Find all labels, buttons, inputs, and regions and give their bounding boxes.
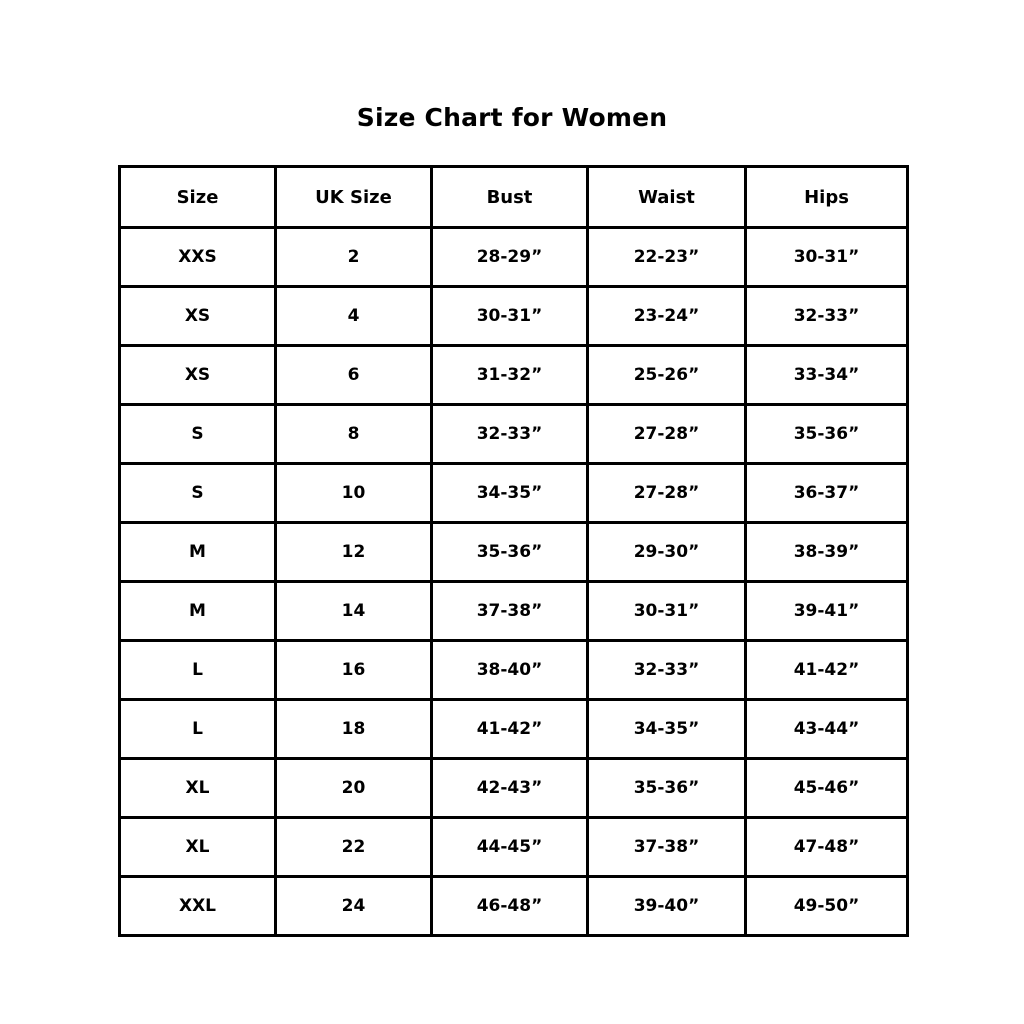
cell-size: M xyxy=(120,523,276,582)
cell-hips: 38-39” xyxy=(746,523,908,582)
cell-bust: 31-32” xyxy=(432,346,588,405)
cell-size: M xyxy=(120,582,276,641)
cell-waist: 27-28” xyxy=(588,405,746,464)
table-row xyxy=(120,877,908,936)
cell-hips: 35-36” xyxy=(746,405,908,464)
cell-hips: 49-50” xyxy=(746,877,908,936)
cell-hips: 33-34” xyxy=(746,346,908,405)
table-row xyxy=(120,523,908,582)
cell-size: S xyxy=(120,464,276,523)
cell-size: XXS xyxy=(120,228,276,287)
cell-uk-size: 10 xyxy=(276,464,432,523)
cell-bust: 28-29” xyxy=(432,228,588,287)
cell-size: L xyxy=(120,641,276,700)
cell-hips: 36-37” xyxy=(746,464,908,523)
table-header xyxy=(120,167,908,228)
cell-waist: 30-31” xyxy=(588,582,746,641)
cell-waist: 32-33” xyxy=(588,641,746,700)
cell-waist: 23-24” xyxy=(588,287,746,346)
table-row xyxy=(120,700,908,759)
table-row xyxy=(120,582,908,641)
cell-uk-size: 24 xyxy=(276,877,432,936)
cell-waist: 39-40” xyxy=(588,877,746,936)
table-body xyxy=(120,228,908,936)
size-chart-table-wrapper xyxy=(118,165,906,937)
cell-hips: 32-33” xyxy=(746,287,908,346)
table-row xyxy=(120,346,908,405)
table-row xyxy=(120,641,908,700)
column-header-hips: Hips xyxy=(746,167,908,228)
cell-waist: 29-30” xyxy=(588,523,746,582)
column-header-waist: Waist xyxy=(588,167,746,228)
cell-uk-size: 22 xyxy=(276,818,432,877)
cell-bust: 37-38” xyxy=(432,582,588,641)
cell-bust: 32-33” xyxy=(432,405,588,464)
cell-uk-size: 18 xyxy=(276,700,432,759)
table-row xyxy=(120,464,908,523)
cell-bust: 34-35” xyxy=(432,464,588,523)
table-row xyxy=(120,759,908,818)
table-header-row xyxy=(120,167,908,228)
cell-uk-size: 14 xyxy=(276,582,432,641)
cell-waist: 27-28” xyxy=(588,464,746,523)
cell-hips: 41-42” xyxy=(746,641,908,700)
column-header-size: Size xyxy=(120,167,276,228)
cell-uk-size: 20 xyxy=(276,759,432,818)
cell-hips: 39-41” xyxy=(746,582,908,641)
cell-size: XL xyxy=(120,818,276,877)
cell-hips: 45-46” xyxy=(746,759,908,818)
cell-uk-size: 4 xyxy=(276,287,432,346)
cell-waist: 35-36” xyxy=(588,759,746,818)
cell-bust: 42-43” xyxy=(432,759,588,818)
cell-bust: 30-31” xyxy=(432,287,588,346)
cell-waist: 25-26” xyxy=(588,346,746,405)
table-row xyxy=(120,818,908,877)
cell-waist: 34-35” xyxy=(588,700,746,759)
cell-uk-size: 12 xyxy=(276,523,432,582)
cell-bust: 41-42” xyxy=(432,700,588,759)
cell-bust: 38-40” xyxy=(432,641,588,700)
table-row xyxy=(120,287,908,346)
cell-size: L xyxy=(120,700,276,759)
cell-hips: 30-31” xyxy=(746,228,908,287)
cell-uk-size: 6 xyxy=(276,346,432,405)
cell-size: XXL xyxy=(120,877,276,936)
cell-size: XL xyxy=(120,759,276,818)
column-header-bust: Bust xyxy=(432,167,588,228)
cell-waist: 22-23” xyxy=(588,228,746,287)
cell-size: XS xyxy=(120,346,276,405)
cell-uk-size: 2 xyxy=(276,228,432,287)
cell-size: S xyxy=(120,405,276,464)
cell-hips: 47-48” xyxy=(746,818,908,877)
cell-uk-size: 8 xyxy=(276,405,432,464)
cell-waist: 37-38” xyxy=(588,818,746,877)
column-header-uk-size: UK Size xyxy=(276,167,432,228)
table-row xyxy=(120,228,908,287)
cell-bust: 44-45” xyxy=(432,818,588,877)
cell-size: XS xyxy=(120,287,276,346)
size-chart-table xyxy=(118,165,909,937)
cell-hips: 43-44” xyxy=(746,700,908,759)
cell-bust: 35-36” xyxy=(432,523,588,582)
table-row xyxy=(120,405,908,464)
cell-bust: 46-48” xyxy=(432,877,588,936)
page-title: Size Chart for Women xyxy=(356,103,668,132)
cell-uk-size: 16 xyxy=(276,641,432,700)
